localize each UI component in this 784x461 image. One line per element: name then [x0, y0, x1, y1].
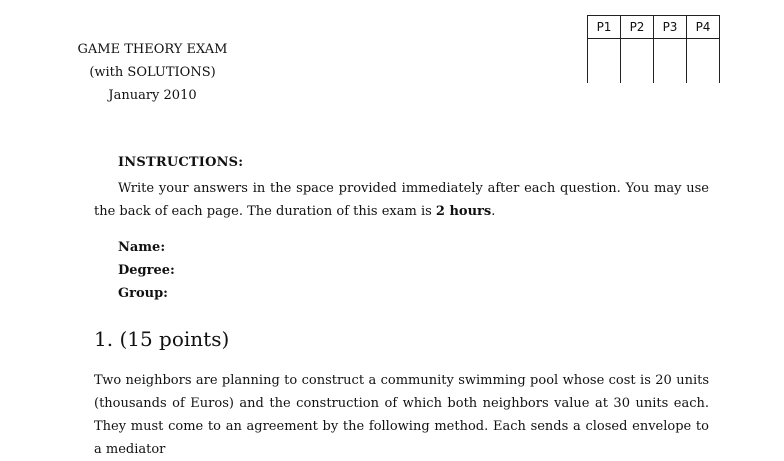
score-column-p3: P3 [654, 16, 687, 39]
score-cell-p3[interactable] [654, 39, 687, 84]
student-fields [118, 236, 175, 305]
score-cell-p1[interactable] [588, 39, 621, 84]
exam-header [60, 38, 245, 107]
score-column-p4: P4 [687, 16, 720, 39]
group-field-label: Group: [118, 286, 168, 301]
instructions-text [94, 177, 709, 223]
question-1-heading: 1. (15 points) [94, 327, 230, 351]
name-field-label: Name: [118, 240, 166, 255]
score-cell-p2[interactable] [621, 39, 654, 84]
score-column-p1: P1 [588, 16, 621, 39]
instructions-text-end: . [491, 204, 496, 219]
exam-duration: 2 hours [435, 204, 492, 219]
question-1-text: Two neighbors are planning to construct a community swimming pool whose cost is 20 units (thousands of Euros) and the construction of which both neighbors value at 30 units each. They must come to an agreement by the following method. Each sends a closed envelope to a mediator [94, 373, 709, 457]
exam-title: GAME THEORY EXAM [77, 42, 228, 57]
score-table-blank-row [588, 39, 720, 84]
exam-date: January 2010 [108, 88, 197, 103]
exam-subtitle: (with SOLUTIONS) [89, 65, 216, 80]
instructions-text-main: Write your answers in the space provided immediately after each question. You may use the back of each page. The duration of this exam is [94, 181, 709, 219]
degree-field-label: Degree: [118, 263, 175, 278]
instructions-heading: INSTRUCTIONS: [118, 155, 244, 170]
score-table-header-row [588, 16, 720, 39]
score-column-p2: P2 [621, 16, 654, 39]
score-cell-p4[interactable] [687, 39, 720, 84]
score-table [587, 15, 720, 83]
